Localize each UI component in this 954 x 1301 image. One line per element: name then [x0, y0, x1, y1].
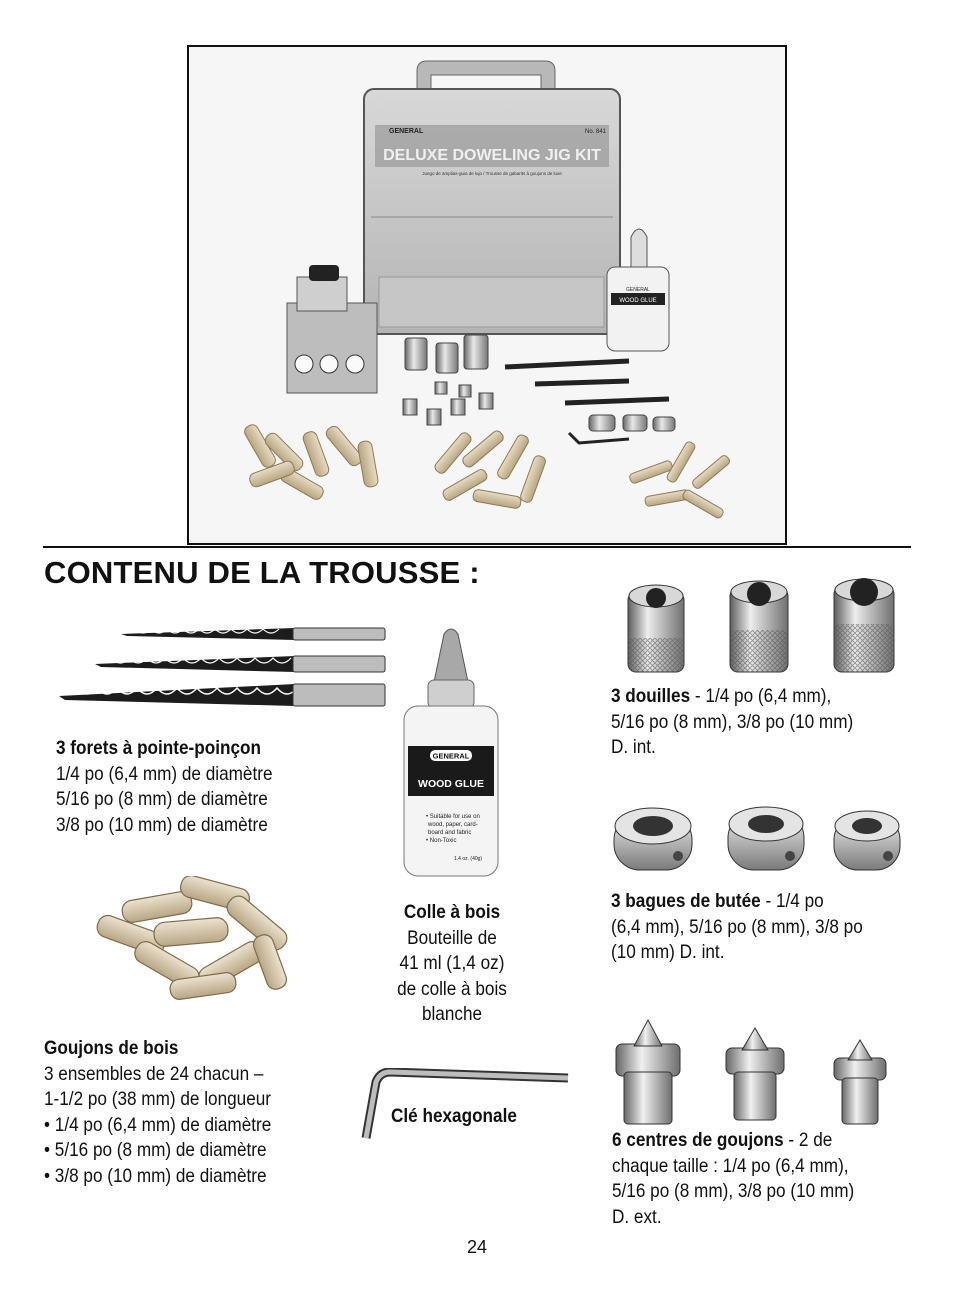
bushing-large: [834, 578, 894, 672]
bushings-illustration: [620, 578, 902, 678]
stop-collars-line: (6,4 mm), 5/16 po (8 mm), 3/8 po: [611, 915, 863, 938]
glue-label-name: WOOD GLUE: [418, 778, 484, 790]
dowel-centers-line: D. ext.: [612, 1205, 662, 1228]
stop-collar-small: [614, 808, 692, 870]
bushings-line: 5/16 po (8 mm), 3/8 po (10 mm): [611, 710, 854, 733]
glue-label-line: board and fabric: [428, 830, 472, 836]
drill-bits-line: 5/16 po (8 mm) de diamètre: [56, 788, 268, 810]
bushings-line: - 1/4 po (6,4 mm),: [690, 685, 832, 707]
case-brand: GENERAL: [389, 128, 424, 135]
stop-collar-medium: [728, 807, 804, 870]
stop-collars-photo: [589, 415, 675, 431]
glue-label-line: wood, paper, card-: [428, 822, 478, 828]
bushings-line: D. int.: [611, 736, 656, 758]
dowel-centers-title: 6 centres de goujons: [612, 1129, 784, 1151]
drill-bits-title: 3 forets à pointe-poinçon: [56, 737, 261, 759]
dowels-line: • 1/4 po (6,4 mm) de diamètre: [44, 1113, 272, 1136]
drill-bits-line: 1/4 po (6,4 mm) de diamètre: [56, 762, 273, 785]
drill-bits-illustration: [55, 620, 390, 720]
dowel-centers-description: [612, 1128, 854, 1230]
dowel-centers-line: chaque taille : 1/4 po (6,4 mm),: [612, 1154, 849, 1177]
drill-bit-large: [59, 684, 385, 706]
dowels-description: [44, 1036, 271, 1189]
dowel-center-small-size: [616, 1020, 680, 1124]
stop-collars-line: (10 mm) D. int.: [611, 941, 725, 963]
drill-bit-medium: [95, 656, 385, 672]
stop-collars-line: - 1/4 po: [760, 890, 824, 912]
case-title: DELUXE DOWELING JIG KIT: [383, 147, 601, 164]
glue-description: [382, 900, 523, 1028]
carrying-case: [364, 61, 620, 334]
glue-photo-brand: GENERAL: [626, 287, 650, 293]
drill-bit-small: [121, 628, 385, 640]
dowel-centers-illustration: [612, 1016, 902, 1128]
glue-line: Bouteille de: [407, 926, 497, 949]
stop-collars-illustration: [610, 798, 902, 878]
dowel-center-large-size: [834, 1040, 886, 1124]
bushing-medium: [730, 581, 788, 672]
glue-label-line: • Non-Toxic: [426, 838, 457, 844]
drill-bits-description: [56, 736, 273, 838]
stop-collar-large: [834, 811, 900, 870]
dowel-centers-line: 5/16 po (8 mm), 3/8 po (10 mm): [612, 1180, 855, 1202]
dowel-centers-line: - 2 de: [783, 1129, 833, 1151]
glue-bottle-illustration: [398, 628, 504, 880]
glue-label-line: • Suitable for use on: [426, 814, 480, 820]
bushing-small: [628, 585, 684, 672]
dowels-line: 3 ensembles de 24 chacun –: [44, 1062, 264, 1085]
dowels-line: 1-1/2 po (38 mm) de longueur: [44, 1088, 272, 1110]
kit-photo-illustration: [189, 47, 785, 543]
dowels-line: • 3/8 po (10 mm) de diamètre: [44, 1164, 267, 1187]
glue-photo-name: WOOD GLUE: [619, 298, 657, 304]
hex-key-title: Clé hexagonale: [391, 1105, 517, 1127]
bushings-description: [611, 684, 853, 761]
stop-collars-title: 3 bagues de butée: [611, 890, 761, 912]
dowel-center-medium-size: [726, 1028, 784, 1120]
glue-line: de colle à bois: [397, 977, 507, 1000]
glue-label-brand: GENERAL: [432, 751, 470, 761]
page-number: 24: [466, 1237, 488, 1257]
glue-line: blanche: [421, 1003, 483, 1025]
stop-collars-description: [611, 889, 863, 966]
glue-label-line: 1.4 oz. (40g): [454, 856, 483, 862]
drill-bits-line: 3/8 po (10 mm) de diamètre: [56, 813, 268, 836]
case-subtitle: Juego de amplias-guia de lujo / Trousse de gabarits à goujons de luxe: [422, 171, 562, 176]
dowels-title: Goujons de bois: [44, 1037, 179, 1059]
product-photo: [187, 45, 787, 545]
page-heading: CONTENU DE LA TROUSSE :: [44, 555, 480, 590]
bushings-title: 3 douilles: [611, 685, 691, 707]
section-rule: [43, 546, 911, 548]
dowels-illustration: [92, 876, 302, 1004]
case-number: No. 841: [585, 129, 607, 135]
glue-line: 41 ml (1,4 oz): [399, 952, 505, 974]
dowels-line: • 5/16 po (8 mm) de diamètre: [44, 1139, 267, 1161]
glue-title: Colle à bois: [403, 901, 501, 923]
